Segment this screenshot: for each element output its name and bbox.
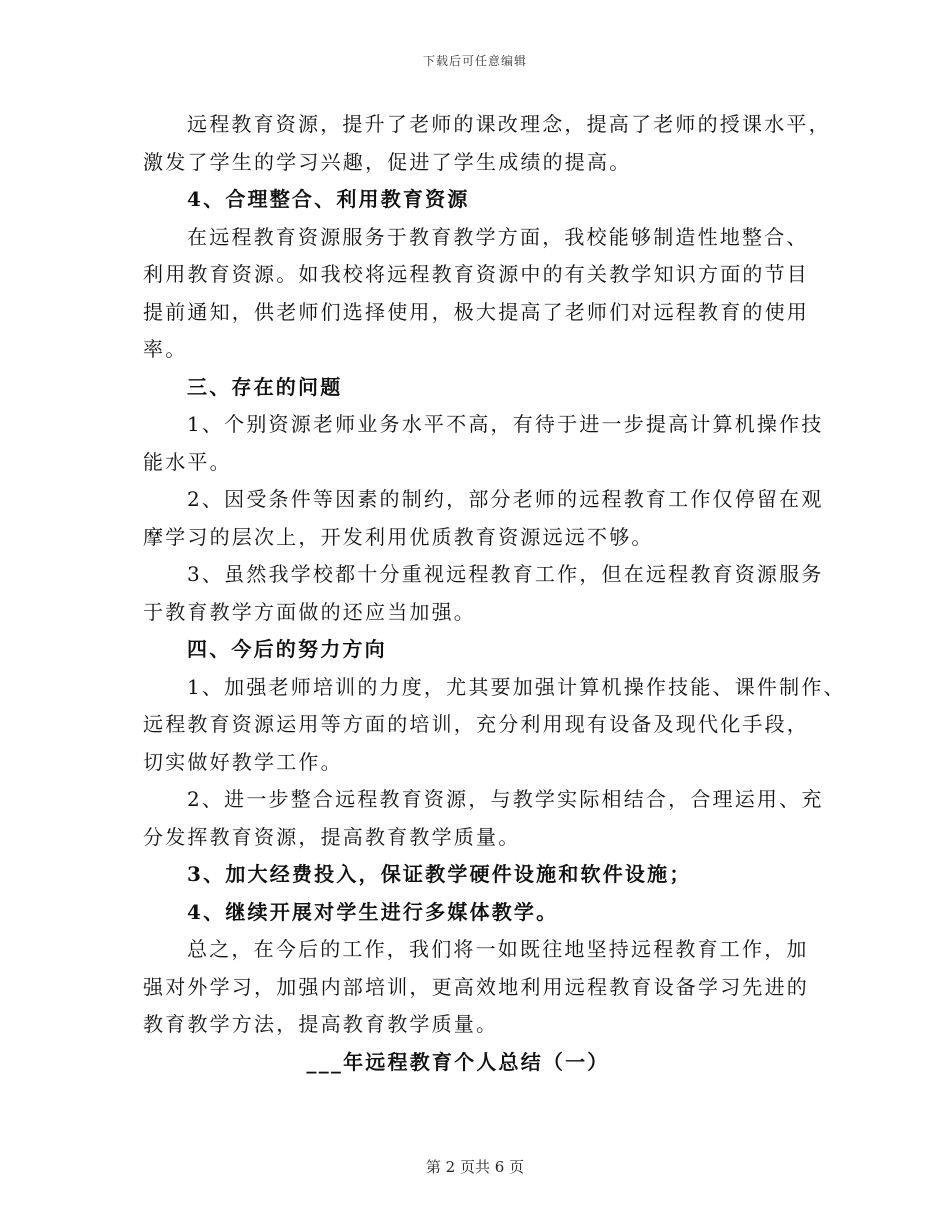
text-line: 远程教育资源运用等方面的培训，充分利用现有设备及现代化手段， (143, 712, 809, 736)
heading-line: 三、存在的问题 (187, 374, 343, 399)
section-title: ___年远程教育个人总结（一） (306, 1049, 610, 1074)
page-footer: 第 2 页共 6 页 (425, 1158, 525, 1176)
text-line: 1、个别资源老师业务水平不高，有待于进一步提高计算机操作技 (187, 412, 824, 436)
paragraph-lines (143, 106, 846, 1044)
heading-line: 4、继续开展对学生进行多媒体教学。 (187, 899, 559, 924)
text-line: 教育教学方法，提高教育教学质量。 (143, 1012, 499, 1036)
page-header: 下载后可任意编辑 (422, 54, 527, 68)
text-line: 分发挥教育资源，提高教育教学质量。 (143, 824, 521, 849)
text-line: 2、因受条件等因素的制约，部分老师的远程教育工作仅停留在观 (187, 487, 824, 511)
text-line: 激发了学生的学习兴趣，促进了学生成绩的提高。 (143, 149, 632, 174)
heading-line: 3、加大经费投入，保证教学硬件设施和软件设施； (187, 862, 692, 886)
text-line: 率。 (143, 337, 188, 361)
text-line: 能水平。 (143, 449, 232, 474)
text-line: 在远程教育资源服务于教育教学方面，我校能够制造性地整合、 (187, 224, 809, 249)
text-line: 强对外学习，加强内部培训，更高效地利用远程教育设备学习先进的 (143, 974, 809, 999)
text-line: 于教育教学方面做的还应当加强。 (143, 599, 476, 624)
text-line: 切实做好教学工作。 (143, 749, 343, 774)
text-line: 远程教育资源，提升了老师的课改理念，提高了老师的授课水平， (187, 112, 831, 136)
text-line: 利用教育资源。如我校将远程教育资源中的有关教学知识方面的节目 (143, 262, 809, 286)
text-line: 提前通知，供老师们选择使用，极大提高了老师们对远程教育的使用 (143, 299, 809, 324)
text-line: 3、虽然我学校都十分重视远程教育工作，但在远程教育资源服务 (187, 562, 824, 586)
text-line: 摩学习的层次上，开发利用优质教育资源远远不够。 (143, 524, 654, 549)
text-line: 总之，在今后的工作，我们将一如既往地坚持远程教育工作，加 (187, 937, 809, 961)
heading-line: 四、今后的努力方向 (187, 637, 387, 661)
text-line: 1、加强老师培训的力度，尤其要加强计算机操作技能、课件制作、 (187, 674, 846, 699)
heading-line: 4、合理整合、利用教育资源 (187, 187, 470, 211)
text-line: 2、进一步整合远程教育资源，与教学实际相结合，合理运用、充 (187, 787, 824, 811)
document-body (143, 106, 846, 1081)
